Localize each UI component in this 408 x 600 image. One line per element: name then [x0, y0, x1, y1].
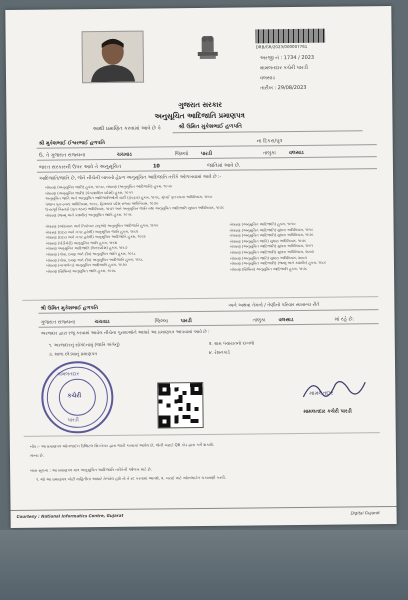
act-item: અનુસૂચિત જાતિ અને અનુસૂચિત આદિજાતિઓની યાદી (ફેરફાર) હુકમ, ૧૯૫૬, મુંબઈ પુનઃરચના અધિનિયમ, ૧૯૬૦ — [45, 194, 213, 201]
docs-line: અરજદાર દ્વારા રજૂ કરવામાં આવેલ નીચેના પુરાવાઓને આધારે આ પ્રમાણપત્ર આપવામાં આવે છે : — [40, 329, 210, 337]
doc-item-4: ૪. રેશનકાર્ડ — [208, 350, 230, 356]
act-item: બંધારણ (અનુસૂચિત આદિજાતિ) સુધારા અધિનિયમ, ૧૯૭૬ — [229, 233, 314, 238]
doc-item-3: ૩. શાળા છોડ્યાનું પ્રમાણપત્ર — [48, 352, 98, 358]
row2-suffix: જાતિમાં આવે છે. — [206, 162, 241, 169]
taluka-value: પારડી — [200, 150, 213, 157]
note-line-3: ખાસ સૂચના : આ પ્રમાણપત્ર માત્ર અનુસૂચિત આદિજાતિ તરીકેની ઓળખ માટે છે. — [30, 466, 152, 473]
taluka-label: જિલ્લો — [174, 151, 189, 158]
acts-right-column — [230, 221, 381, 273]
act-item: બંધારણ (નાગાલેન્ડ) અનુસૂચિત આદિજાતિ હુકમ, ૧૯૭૦ — [45, 262, 127, 268]
doc-item-1: ૧. અરજદારનું સોગંદનામું (જાતિ અંગેનું) — [48, 342, 120, 349]
national-emblem-icon — [193, 28, 221, 62]
footer-bar — [11, 506, 397, 523]
act-item: બંધારણ (ગોવા, દમણ અને દીવ) અનુસૂચિત જાતિ હુકમ, ૧૯૬૮ — [45, 251, 136, 257]
office-seal — [41, 361, 114, 434]
act-item: બંધારણ (અનુસૂચિત આદિજાતિ) હુકમ, ૧૯૫૦ — [229, 222, 296, 227]
barcode — [256, 29, 326, 44]
seal-bottom: પારડી — [67, 417, 79, 424]
seal-center: કચેરી — [67, 392, 82, 400]
act-item: બંધારણ (અનુસૂચિત આદિજાતિ) સુધારા અધિનિયમ, ૧૯૫૬ — [229, 227, 314, 233]
note-line-4: ૧. જો આ પ્રમાણપત્ર ખોટી માહિતીના આધારે મેળવેલ હશે તો તે રદ કરવામાં આવશે. ૨. ખરાઈ માટે ઓનલાઈન ચકાસણી કરવી. — [36, 474, 226, 482]
act-item: બંધારણ (ગોવા, દમણ અને દીવ) અનુસૂચિત આદિજાતિ હુકમ, ૧૯૬૮ — [45, 257, 144, 263]
act-item: બંધારણ (અનુસૂચિત જાતિ) સુધારા અધિનિયમ, ૨૦૦૩ — [229, 255, 307, 261]
father-name: શ્રી મુકેશભાઈ ઈશ્વરભાઈ હળપતિ — [38, 139, 106, 147]
state-label: ગુજરાત રાજ્યના — [40, 319, 76, 326]
barcode-number: DRB/GR/2023/000007761 — [255, 43, 308, 50]
govt-title: ગુજરાત સરકાર — [178, 100, 223, 110]
act-item: બંધારણ (દાદરા અને નગર હવેલી) અનુસૂચિત આદિજાતિ હુકમ, ૧૯૬૨ — [45, 234, 146, 240]
footer-brand: Digital Gujarat — [350, 510, 380, 516]
issue-date: તારીખ : 29/08/2023 — [260, 84, 307, 92]
act-item: બંધારણ (અનુસૂચિત જાતિ) હુકમ, ૧૯૫૦, બંધારણ (અનુસૂચિત આદિજાતિ) હુકમ, ૧૯૫૦ — [45, 184, 172, 190]
office-name: મામલતદાર કચેરી પારડી — [259, 64, 308, 72]
footer-credit: Courtesy : National Informatics Centre, Gujarat — [16, 512, 124, 519]
act-item: બંધારણ (સિક્કિમ) અનુસૂચિત જાતિ હુકમ, ૧૯૭૮ — [46, 268, 116, 274]
certificate-title: અનુસૂચિત આદિજાતિ પ્રમાણપત્ર — [154, 111, 245, 121]
res-tail: માં રહે છે. — [334, 316, 355, 323]
row2-text: ભારત સરકારની ઉપર આવે તે અનુસૂચિત — [38, 163, 122, 171]
district-value: વલસાડ — [288, 149, 304, 157]
applicant-photo — [82, 31, 145, 84]
act-item: બંધારણ (અનુસૂચિત આદિજાતિ) સુધારા અધિનિયમ, ૧૯૯૧ — [229, 244, 314, 250]
residence-name: શ્રી ઉમિત મુકેશભાઈ હળપતિ — [40, 305, 99, 312]
signature — [299, 374, 369, 405]
village-prefix: ઉ. તે ગુજરાત રાજ્યના — [38, 152, 86, 159]
act-line: આદિજાતિ/જાતિ છે, જેને નીચેની બાબતો હેઠળ અનુસૂચિત આદિજાતિ તરીકે ઓળખવામાં આવે છે :- — [39, 174, 222, 182]
act-item: બંધારણ (જમ્મુ અને કાશ્મીર) અનુસૂચિત જાતિ હુકમ, ૧૯૫૬ — [45, 212, 132, 218]
certificate-intro: આથી પ્રમાણિત કરવામાં આવે છે કે — [92, 125, 162, 133]
certificate-paper — [5, 6, 396, 528]
table-surface — [0, 530, 408, 600]
res-district: વલસાડ — [278, 317, 294, 324]
application-number: અરજી નં : 1734 / 2023 — [259, 54, 315, 62]
act-item: ઉત્તરપૂર્વ વિસ્તારો (પુનઃગઠન) અધિનિયમ, ૧૯૭૧ અને અનુસૂચિત જાતિ તથા અનુસૂચિત આદિજાતિ સુધારા અધિનિયમ, ૧૯૭૬ — [45, 205, 225, 212]
note-line-2: માન્ય છે. — [29, 452, 44, 458]
applicant-name: શ્રી ઉમિત મુકેશભાઈ હળપતિ — [178, 123, 242, 131]
act-item: બંધારણ (આંદામાન અને નિકોબાર ટાપુઓ) અનુસૂચિત આદિજાતિ હુકમ, ૧૯૫૯ — [45, 223, 159, 229]
act-item: બંધારણ (પોંડીચેરી) અનુસૂચિત જાતિ હુકમ, ૧૯૬૪ — [45, 240, 118, 246]
note-line-1: નોંધ :- આ પ્રમાણપત્ર ઓનલાઈન ડિજિટલ સિગ્નેચર દ્વારા જારી કરવામાં આવેલ છે, જેની ખરાઈ QR કોડ દ્વારા કરી શકાશે. — [29, 441, 215, 449]
res-taluka: પારડી — [180, 318, 192, 325]
doc-item-2: ૨. ગ્રામ પંચાયતનો દાખલો — [208, 341, 255, 347]
acts-block-1 — [45, 182, 375, 218]
act-item: બંધારણ (સિક્કિમ) અનુસૂચિત આદિજાતિ હુકમ, ૧૯૭૮ — [230, 266, 308, 272]
qr-code[interactable] — [157, 382, 203, 428]
res-tal-label: તાલુકા — [252, 317, 266, 324]
act-item: બંધારણ (અનુસૂચિત જાતિ) સુધારા અધિનિયમ, ૧૯૭૬ — [229, 238, 307, 244]
res-district-label: જિલ્લા — [154, 318, 169, 325]
residence-suffix: અને અથવા તેમનો / તેણીનો પરિવાર સામાન્ય રીતે — [228, 302, 320, 309]
seal-top: મામલતદાર — [57, 371, 80, 378]
act-item: બંધારણ (દાદરા અને નગર હવેલી) અનુસૂચિત જાતિ હુકમ, ૧૯૬૨ — [45, 229, 139, 235]
act-item: બંધારણ (અનુસૂચિત જાતિ) (કેન્દ્રશાસિત પ્રદેશો) હુકમ, ૧૯૫૧ — [45, 190, 133, 196]
act-item: બંધારણ અનુસૂચિત આદિજાતિ (ઉત્તરપ્રદેશ) હુકમ, ૧૯૬૭ — [45, 246, 128, 251]
district-label: તાલુકા — [262, 150, 276, 157]
row2-number: 10 — [152, 163, 160, 170]
signature-office: મામલતદાર કચેરી પારડી — [303, 408, 352, 415]
acts-left-column — [46, 223, 207, 275]
act-item: પંજાબ પુનઃરચના અધિનિયમ, ૧૯૬૬, હિમાચલ પ્રદેશ રાજ્ય અધિનિયમ, ૧૯૭૦ — [45, 200, 159, 207]
act-item: બંધારણ (અનુસૂચિત આદિજાતિ) સુધારા અધિનિયમ, ૨૦૦૨ — [229, 249, 314, 255]
father-suffix: ના દિકરા/પુત્ર — [256, 138, 283, 145]
signature-title: મામલતદાર — [309, 390, 334, 397]
district-name: વલસાડ — [259, 75, 275, 82]
village-value: ચચવાડ — [116, 151, 132, 158]
res-village: ચચવાડ — [94, 318, 110, 326]
act-item: બંધારણ (અનુસૂચિત આદિજાતિ) (જમ્મુ અને કાશ્મીર) હુકમ, ૧૯૮૯ — [229, 260, 327, 266]
